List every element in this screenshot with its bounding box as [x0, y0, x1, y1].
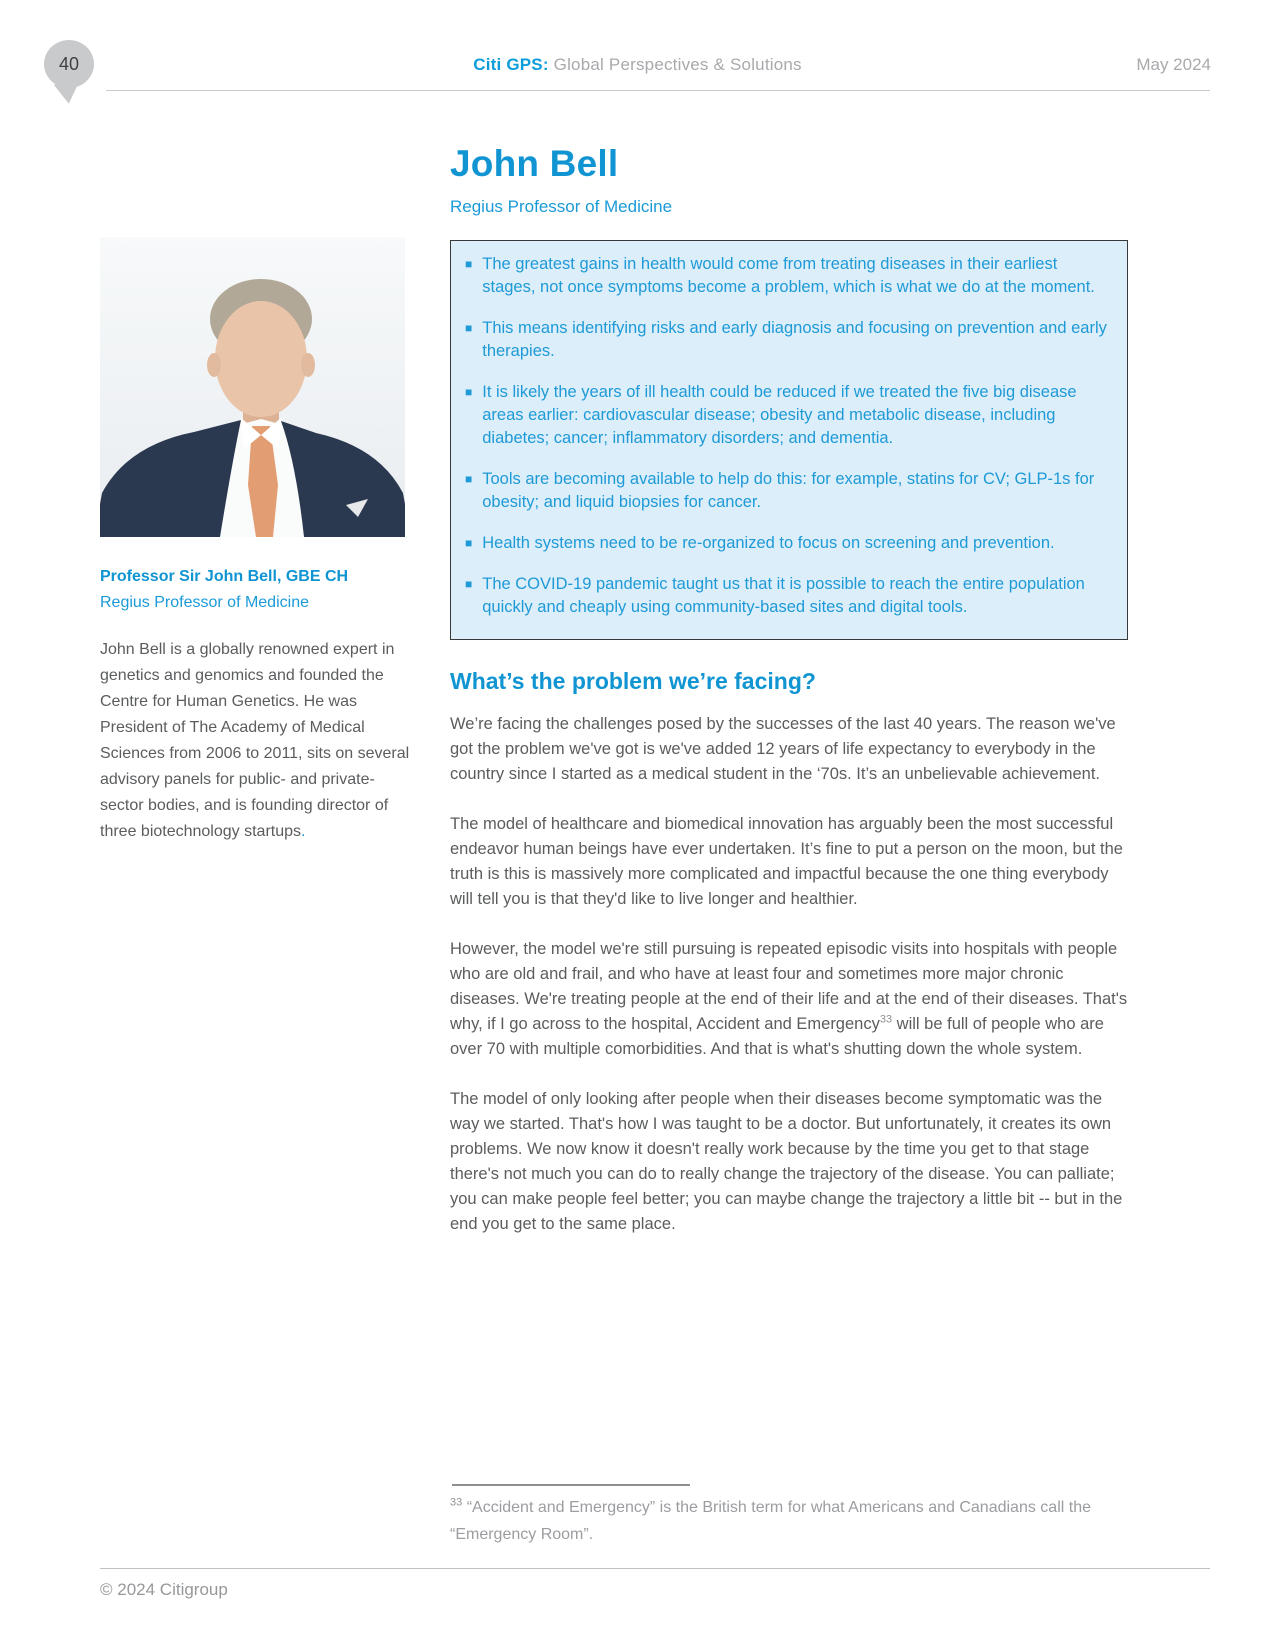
- footnote-ref: 33: [879, 1013, 893, 1026]
- portrait-illustration: [100, 237, 405, 537]
- callout-item: [463, 532, 1113, 555]
- callout-item-text: The COVID-19 pandemic taught us that it is possible to reach the entire population quickly and cheaply using community-based sites and digital tools.: [482, 575, 1085, 616]
- header-brand-rest: Global Perspectives & Solutions: [548, 55, 802, 74]
- footnote-number: 33: [450, 1496, 463, 1509]
- article-body: [450, 712, 1132, 1262]
- footer-rule: [100, 1568, 1210, 1569]
- page-title: John Bell: [450, 143, 619, 184]
- callout-item-text: Health systems need to be re-organized to focus on screening and prevention.: [482, 534, 1055, 552]
- paragraph: The model of only looking after people when their diseases become symptomatic was the way we started. That's how I was taught to be a doctor. But unfortunately, it creates its own problems. We now know it doesn't really work because by the time you get to that stage there's not much you can do to really change the trajectory of the disease. You can palliate; you can make people feel better; you can maybe change the trajectory a little bit -- but in the end you get to the same place.: [450, 1090, 1123, 1233]
- page-number: 40: [58, 53, 80, 74]
- header-rule: [106, 90, 1210, 91]
- portrait-photo: [100, 237, 405, 537]
- bullet-square-icon: ■: [465, 577, 473, 591]
- header-brand-bold: Citi GPS:: [473, 55, 549, 74]
- header-date: May 2024: [1136, 55, 1211, 74]
- paragraph: The model of healthcare and biomedical innovation has arguably been the most successful endeavor human beings have ever undertaken. It’s fine to put a person on the moon, but the truth is this is massively more complicated and impactful because the one thing everybody will tell you is that they'd like to live longer and healthier.: [450, 815, 1123, 908]
- bullet-square-icon: ■: [465, 257, 473, 271]
- section-heading: What’s the problem we’re facing?: [450, 668, 816, 694]
- bullet-square-icon: ■: [465, 536, 473, 550]
- paragraph-text: However, the model we're still pursuing is repeated episodic visits into hospitals with people who are old and frail, and who have at least four and sometimes more major chronic diseases. We're treating people at the end of their life and at the end of their diseases. That's why, if I go across to the hospital, Accident and Emergency: [450, 940, 1128, 1033]
- callout-item-text: Tools are becoming available to help do this: for example, statins for CV; GLP-1s for obesity; and liquid biopsies for cancer.: [482, 470, 1095, 511]
- callout-item: [463, 573, 1113, 619]
- paragraph-text: will be full of people who are over 70 with multiple comorbidities. And that is what's shutting down the whole system.: [450, 1015, 1104, 1058]
- callout-item-text: This means identifying risks and early diagnosis and focusing on prevention and early therapies.: [482, 319, 1107, 360]
- bio-body: John Bell is a globally renowned expert in genetics and genomics and founded the Centre for Human Genetics. He was President of The Academy of Medical Sciences from 2006 to 2011, sits on several advisory panels for public- and private-sector bodies, and is founding director of three biotechnology startups: [100, 641, 410, 840]
- footnote-rule: [452, 1484, 690, 1486]
- callout-item: [463, 468, 1113, 514]
- callout-item: [463, 253, 1113, 299]
- callout-item: [463, 317, 1113, 363]
- bullet-square-icon: ■: [465, 385, 473, 399]
- page-subtitle: Regius Professor of Medicine: [450, 197, 673, 216]
- bio-period: .: [301, 823, 306, 840]
- caption-role: Regius Professor of Medicine: [100, 594, 309, 611]
- footnote: [450, 1494, 1132, 1548]
- copyright: © 2024 Citigroup: [100, 1580, 228, 1599]
- bullet-square-icon: ■: [465, 472, 473, 486]
- callout-item-text: The greatest gains in health would come from treating diseases in their earliest stages, not once symptoms become a problem, which is what we do at the moment.: [482, 255, 1095, 296]
- footnote-text: “Accident and Emergency” is the British term for what Americans and Canadians call the “Emergency Room”.: [450, 1499, 1091, 1543]
- callout-list: [463, 253, 1113, 619]
- bio-text: [100, 637, 414, 845]
- callout-box: [450, 240, 1128, 640]
- callout-item-text: It is likely the years of ill health could be reduced if we treated the five big disease areas earlier: cardiovascular disease; obesity and metabolic disease, including diabetes; cancer; inflammatory disorders; and dementia.: [482, 383, 1077, 447]
- callout-item: [463, 381, 1113, 450]
- bullet-square-icon: ■: [465, 321, 473, 335]
- header-brand: [0, 55, 1275, 75]
- paragraph: [450, 937, 1132, 1062]
- caption-name: Professor Sir John Bell, GBE CH: [100, 568, 349, 585]
- paragraph: We’re facing the challenges posed by the successes of the last 40 years. The reason we've got the problem we've got is we've added 12 years of life expectancy to everybody in the country since I started as a medical student in the ‘70s. It’s an unbelievable achievement.: [450, 715, 1116, 783]
